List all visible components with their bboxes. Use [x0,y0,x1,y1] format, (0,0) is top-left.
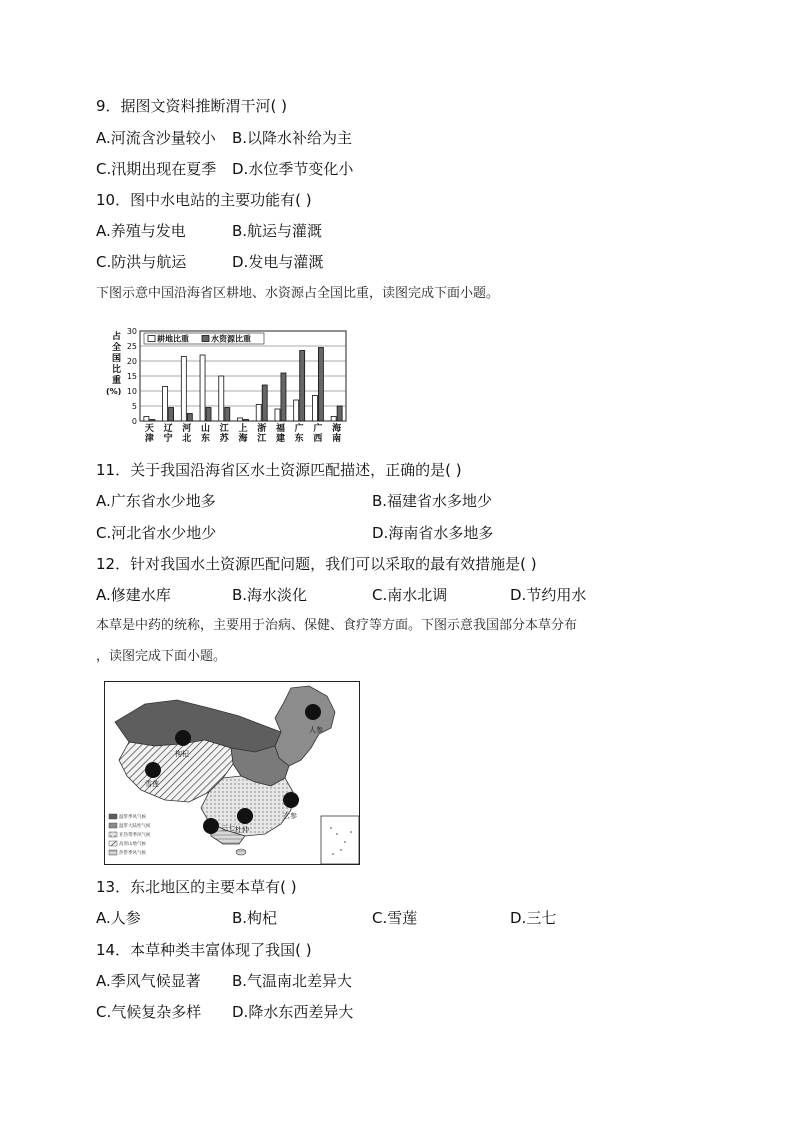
bar-farmland [200,355,205,421]
svg-text:温带大陆性气候: 温带大陆性气候 [119,824,151,829]
x-tick-label: 广 [313,424,323,434]
bar-water [225,408,230,422]
q11-option-a: A.广东省水少地多 [96,492,216,510]
q13-option-a: A.人参 [96,909,141,927]
svg-text:雪莲: 雪莲 [145,780,159,788]
intro-map-line2: ，读图完成下面小题。 [96,649,227,664]
q14-stem: 14．本草种类丰富体现了我国( ) [96,941,312,959]
svg-text:人参: 人参 [309,726,323,734]
y-tick-label: 20 [126,357,137,366]
x-tick-label: 上 [238,424,248,434]
x-tick-label: 东 [294,434,304,444]
y-axis-label-char: 占 [112,332,122,342]
svg-text:温带季风气候: 温带季风气候 [119,815,146,820]
legend-label-farmland: 耕地比重 [157,334,189,344]
bar-water [300,351,305,422]
svg-text:杜仲: 杜仲 [235,826,249,834]
bar-water [206,408,211,422]
intro-chart: 下图示意中国沿海省区耕地、水资源占全国比重，读图完成下面小题。 [96,286,500,301]
q11-option-b: B.福建省水多地少 [372,492,493,510]
x-tick-label: 浙 [257,424,267,434]
q10-option-c: C.防洪与航运 [96,253,187,271]
x-tick-label: 江 [257,434,267,444]
x-tick-label: 南 [332,434,342,444]
q10-option-a: A.养殖与发电 [96,222,186,240]
y-tick-label: 30 [126,327,137,336]
northeast-region [275,686,335,766]
marker-xuelian [145,762,161,788]
bar-farmland [238,418,243,421]
q12-option-c: C.南水北调 [372,586,448,604]
y-tick-label: 0 [131,417,137,426]
y-tick-label: 10 [126,387,137,396]
q14-option-a: A.季风气候显著 [96,972,201,990]
bar-farmland [163,387,168,422]
bar-farmland [144,417,149,422]
legend-swatch-farmland [148,336,155,342]
x-tick-label: 福 [275,424,285,434]
svg-text:高原山地气候: 高原山地气候 [119,842,146,847]
q12-option-b: B.海水淡化 [232,586,308,604]
x-tick-label: 东 [201,434,211,444]
x-tick-label: 广 [294,424,304,434]
bar-water [281,373,286,421]
x-tick-label: 江 [219,424,229,434]
y-axis-label-char: 比 [112,365,122,375]
bar-chart [104,321,366,445]
china-map-svg [105,682,360,865]
x-tick-label: 河 [182,424,192,434]
q13-option-b: B.枸杞 [232,909,278,927]
q11-stem: 11．关于我国沿海省区水土资源匹配描述，正确的是( ) [96,461,462,479]
hainan-island [236,849,246,855]
q13-option-c: C.雪莲 [372,909,418,927]
q12-option-a: A.修建水库 [96,586,171,604]
y-axis-label-char: 国 [112,354,122,364]
x-tick-label: 天 [144,424,154,434]
south-china-sea-inset [321,816,359,864]
x-tick-label: 宁 [163,434,173,444]
x-tick-label: 山 [201,424,211,434]
y-tick-label: 5 [131,402,137,411]
q11-option-c: C.河北省水少地少 [96,524,217,542]
svg-text:亚热带季风气候: 亚热带季风气候 [119,833,151,838]
bar-water [262,385,267,421]
q10-stem: 10．图中水电站的主要功能有( ) [96,191,312,209]
bar-chart-svg [104,321,366,445]
x-tick-label: 苏 [219,434,229,444]
svg-text:枸杞: 枸杞 [175,750,189,758]
bar-water [337,406,342,421]
bar-water [150,420,155,422]
legend-label-water: 水资源比重 [211,334,251,344]
y-axis-unit: (%) [106,387,122,396]
q9-stem: 9．据图文资料推断渭干河( ) [96,97,288,115]
q9-option-d: D.水位季节变化小 [232,160,354,178]
q12-option-d: D.节约用水 [510,586,587,604]
q13-stem: 13．东北地区的主要本草有( ) [96,878,297,896]
q14-option-c: C.气候复杂多样 [96,1003,202,1021]
y-axis-label-char: 全 [112,343,122,353]
svg-text:热带季风气候: 热带季风气候 [119,851,146,856]
map-legend [109,813,151,856]
x-tick-label: 海 [332,424,342,434]
herb-distribution-map [104,681,360,865]
bar-farmland [181,357,186,422]
y-tick-label: 15 [126,372,137,381]
q10-option-d: D.发电与灌溉 [232,253,324,271]
svg-text:玄参: 玄参 [283,812,297,820]
x-tick-label: 海 [238,434,248,444]
q12-stem: 12．针对我国水土资源匹配问题，我们可以采取的最有效措施是( ) [96,555,537,573]
x-tick-label: 西 [313,434,323,444]
bar-farmland [294,400,299,421]
svg-text:三七: 三七 [221,824,235,832]
y-tick-label: 25 [126,342,137,351]
bar-water [244,420,249,422]
bar-water [318,348,323,422]
q9-option-c: C.汛期出现在夏季 [96,160,217,178]
x-tick-label: 北 [182,434,192,444]
bar-farmland [331,417,336,422]
x-tick-label: 辽 [163,424,173,434]
bar-water [187,414,192,422]
q9-option-a: A.河流含沙量较小 [96,129,216,147]
q9-option-b: B.以降水补给为主 [232,129,353,147]
bar-farmland [312,396,317,422]
q13-option-d: D.三七 [510,909,557,927]
bar-farmland [275,409,280,421]
x-tick-label: 建 [275,434,285,444]
x-tick-label: 津 [144,434,154,444]
q11-option-d: D.海南省水多地多 [372,524,494,542]
q14-option-b: B.气温南北差异大 [232,972,353,990]
bar-farmland [219,376,224,421]
y-axis-label-char: 重 [112,376,122,386]
bar-water [169,408,174,422]
q10-option-b: B.航运与灌溉 [232,222,323,240]
legend-swatch-water [202,336,209,342]
q14-option-d: D.降水东西差异大 [232,1003,354,1021]
bar-farmland [256,405,261,422]
intro-map-line1: 本草是中药的统称，主要用于治病、保健、食疗等方面。下图示意我国部分本草分布 [96,618,578,633]
